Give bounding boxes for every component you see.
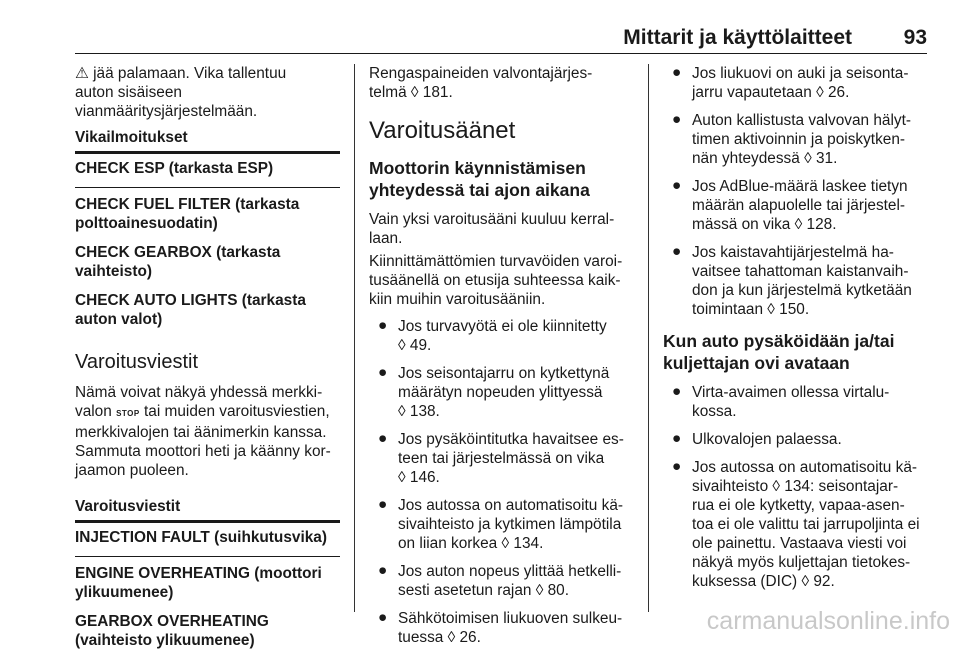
bullet-icon: ● (378, 562, 388, 579)
section-heading: Varoitusviestit (75, 351, 199, 373)
list-item: ● Jos autossa on automatisoitu kä- sivaihteisto ◊ 134: seisontajar- rua ei ole kytketty, vapaa-asen- toa ei ole valittu tai jarrupoljinta ei ole painettu. Vastaava viesti voi näkyä myös kuljettajan tietokes- kuksessa (DIC) ◊ 92. (672, 458, 920, 590)
bullet-icon: ● (672, 383, 682, 400)
bullet-icon: ● (672, 430, 682, 447)
bullet-icon: ● (378, 430, 388, 447)
subsection-heading: Moottorin käynnistämisen yhteydessä tai ajon aikana (369, 158, 590, 200)
column-middle (369, 64, 634, 647)
table-header-fault-messages: Vikailmoitukset (75, 128, 340, 154)
body-paragraph: Nämä voivat näkyä yhdessä merkki- valon STOP tai muiden varoitusviestien, merkkivalojen tai äänimerkin kanssa. Sammuta moottori heti ja käänny kor- jaamon puoleen. (75, 384, 331, 479)
header-rule (75, 53, 927, 54)
list-item: ● Ulkovalojen palaessa. (672, 430, 842, 448)
column-divider (354, 64, 355, 612)
chapter-heading: Varoitusäänet (369, 117, 516, 144)
body-paragraph: Vain yksi varoitusääni kuuluu kerral- laan. (369, 211, 615, 247)
list-item: ● Jos turvavyötä ei ole kiinnitetty ◊ 49. (378, 317, 607, 354)
bullet-icon: ● (672, 458, 682, 475)
list-item: ● Jos auton nopeus ylittää hetkelli- sesti asetetun rajan ◊ 80. (378, 562, 622, 599)
warning-light-icon: ⚠ (75, 65, 89, 82)
message-row: CHECK FUEL FILTER (tarkasta polttoainesuodatin) (75, 196, 300, 232)
bullet-icon: ● (378, 364, 388, 381)
page-number: 93 (903, 26, 927, 49)
page-header (75, 22, 927, 52)
message-row: ENGINE OVERHEATING (moottori ylikuumenee) (75, 565, 322, 601)
bullet-icon: ● (672, 111, 682, 128)
column-right (663, 64, 928, 591)
message-row: GEARBOX OVERHEATING (vaihteisto ylikuumenee) (75, 613, 269, 649)
bullet-icon: ● (672, 64, 682, 81)
list-item: ● Jos pysäköintitutka havaitsee es- teen tai järjestelmässä on vika ◊ 146. (378, 430, 624, 486)
intro-paragraph: Rengaspaineiden valvontajärjes- telmä ◊ 181. (369, 65, 593, 101)
bullet-list (663, 64, 928, 319)
column-divider (648, 64, 649, 612)
bullet-icon: ● (378, 317, 388, 334)
bullet-list (663, 383, 928, 591)
list-item: ● Jos AdBlue-määrä laskee tietyn määrän alapuolelle tai järjestel- mässä on vika ◊ 128. (672, 177, 908, 233)
page-title: Mittarit ja käyttölaitteet (623, 26, 852, 49)
list-item: ● Virta-avaimen ollessa virtalu- kossa. (672, 383, 890, 420)
list-item: ● Jos kaistavahtijärjestelmä ha- vaitsee tahattoman kaistanvaih- don ja kun järjestelmä kytketään toimintaan ◊ 150. (672, 243, 912, 318)
message-row: CHECK GEARBOX (tarkasta vaihteisto) (75, 244, 281, 280)
bullet-icon: ● (378, 496, 388, 513)
message-row: CHECK AUTO LIGHTS (tarkasta auton valot) (75, 292, 306, 328)
bullet-list (369, 317, 634, 647)
watermark: carmanualsonline.info (706, 607, 950, 635)
bullet-icon: ● (672, 243, 682, 260)
message-row: CHECK ESP (tarkasta ESP) (75, 154, 340, 188)
intro-paragraph: ⚠ jää palamaan. Vika tallentuu auton sisäiseen vianmääritysjärjestelmään. (75, 65, 287, 120)
bullet-icon: ● (378, 609, 388, 626)
subsection-heading: Kun auto pysäköidään ja/tai kuljettajan ovi avataan (663, 331, 895, 373)
message-row: INJECTION FAULT (suihkutusvika) (75, 523, 340, 557)
list-item: ● Sähkötoimisen liukuoven sulkeu- tuessa ◊ 26. (378, 609, 623, 646)
table-header-warning-messages: Varoitusviestit (75, 497, 340, 523)
stop-icon: STOP (116, 409, 140, 418)
column-left (75, 64, 340, 653)
body-paragraph: Kiinnittämättömien turvavöiden varoi- tusäänellä on etusija suhteessa kaik- kiin muihin varoitusääniin. (369, 253, 623, 308)
list-item: ● Auton kallistusta valvovan hälyt- timen aktivoinnin ja poiskytken- nän yhteydessä ◊ 31. (672, 111, 912, 167)
list-item: ● Jos seisontajarru on kytkettynä määrätyn nopeuden ylittyessä ◊ 138. (378, 364, 610, 420)
bullet-icon: ● (672, 177, 682, 194)
list-item: ● Jos autossa on automatisoitu kä- sivaihteisto ja kytkimen lämpötila on liian korkea ◊ 134. (378, 496, 623, 552)
list-item: ● Jos liukuovi on auki ja seisonta- jarru vapautetaan ◊ 26. (672, 64, 909, 101)
